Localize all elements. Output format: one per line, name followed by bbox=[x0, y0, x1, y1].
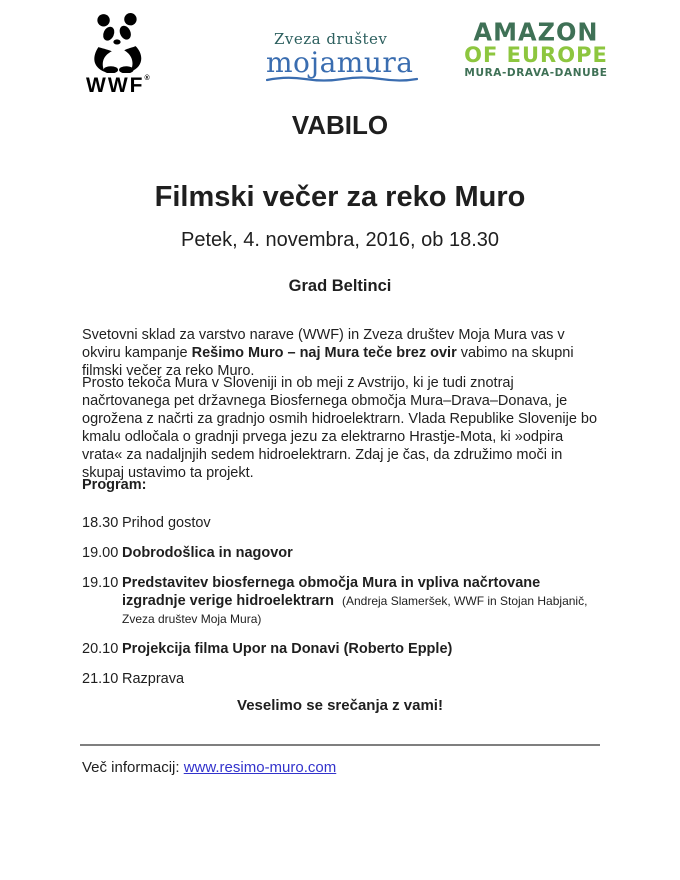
amazon-of-europe-logo bbox=[452, 17, 620, 81]
program-item bbox=[82, 670, 602, 688]
amazon-logo-line3: MURA-DRAVA-DANUBE bbox=[464, 67, 608, 80]
program-item-title: Razprava bbox=[122, 671, 185, 687]
amazon-logo-line2: OF EUROPE bbox=[464, 43, 608, 67]
program-item-title: Predstavitev biosfernega območja Mura in vpliva načrtovane izgradnje verige hidroelektrarn bbox=[122, 575, 541, 609]
intro-text-start: Svetovni sklad za varstvo narave (WWF) in Zveza društev Moja Mura vas v okviru kampanje bbox=[82, 327, 565, 361]
event-location: Grad Beltinci bbox=[288, 277, 392, 295]
program-item-time: 20.10 bbox=[82, 641, 119, 657]
program-heading: Program: bbox=[82, 477, 147, 493]
intro-paragraph bbox=[82, 326, 600, 380]
program-item bbox=[82, 514, 602, 532]
event-title: Filmski večer za reko Muro bbox=[154, 181, 526, 213]
wwf-logo-text: WWF® bbox=[86, 74, 152, 97]
program-item-time: 18.30 bbox=[82, 515, 119, 531]
document-title: VABILO bbox=[291, 110, 389, 140]
closing-line: Veselimo se srečanja z vami! bbox=[237, 697, 443, 714]
program-item-time: 19.10 bbox=[82, 575, 119, 591]
footer-info bbox=[82, 759, 336, 776]
footer-label: Več informacij: bbox=[82, 759, 184, 776]
program-list bbox=[82, 514, 602, 700]
program-item bbox=[82, 544, 602, 562]
program-item-time: 21.10 bbox=[82, 671, 119, 687]
event-date: Petek, 4. novembra, 2016, ob 18.30 bbox=[181, 229, 499, 251]
wwf-logo bbox=[86, 13, 154, 96]
program-item-time: 19.00 bbox=[82, 545, 119, 561]
website-link[interactable]: www.resimo-muro.com bbox=[183, 759, 337, 776]
program-item-title: Prihod gostov bbox=[122, 515, 211, 531]
wwf-panda-icon bbox=[86, 13, 154, 73]
mojamura-logo-line1: Zveza društev bbox=[274, 30, 388, 48]
campaign-name: Rešimo Muro – naj Mura teče brez ovir bbox=[191, 345, 457, 361]
program-item-title: Dobrodošlica in nagovor bbox=[122, 545, 293, 561]
program-item bbox=[82, 640, 602, 658]
body-paragraph: Prosto tekoča Mura v Sloveniji in ob meji z Avstrijo, ki je tudi znotraj načrtovanega pet državnega Biosfernega območja Mura–Drava–Donava, je ogrožena z načrti za gradnjo osmih hidroelektrarn. Vlada Republike Slovenije bo kmalu odločala o gradnji prvega jezu za elektrarno Hrastje-Mota, ki »odpira vrata« za nadaljnjih sedem hidroelektrarn. Zdaj je čas, da združimo moči in skupaj ustavimo ta projekt. bbox=[82, 375, 598, 481]
mojamura-logo-line2: mojamura bbox=[266, 46, 414, 79]
amazon-logo-line1: AMAZON bbox=[473, 17, 599, 47]
footer-divider bbox=[80, 744, 600, 746]
intro-text-end: vabimo na skupni filmski večer za reko Muro. bbox=[82, 345, 574, 379]
program-item-title: Projekcija filma Upor na Donavi (Roberto Epple) bbox=[122, 641, 453, 657]
wwf-registered-mark: ® bbox=[144, 75, 152, 82]
mojamura-logo bbox=[266, 30, 426, 83]
program-item bbox=[82, 574, 602, 628]
program-item-speakers: (Andreja Slameršek, WWF in Stojan Habjanič, Zveza društev Moja Mura) bbox=[122, 594, 588, 626]
